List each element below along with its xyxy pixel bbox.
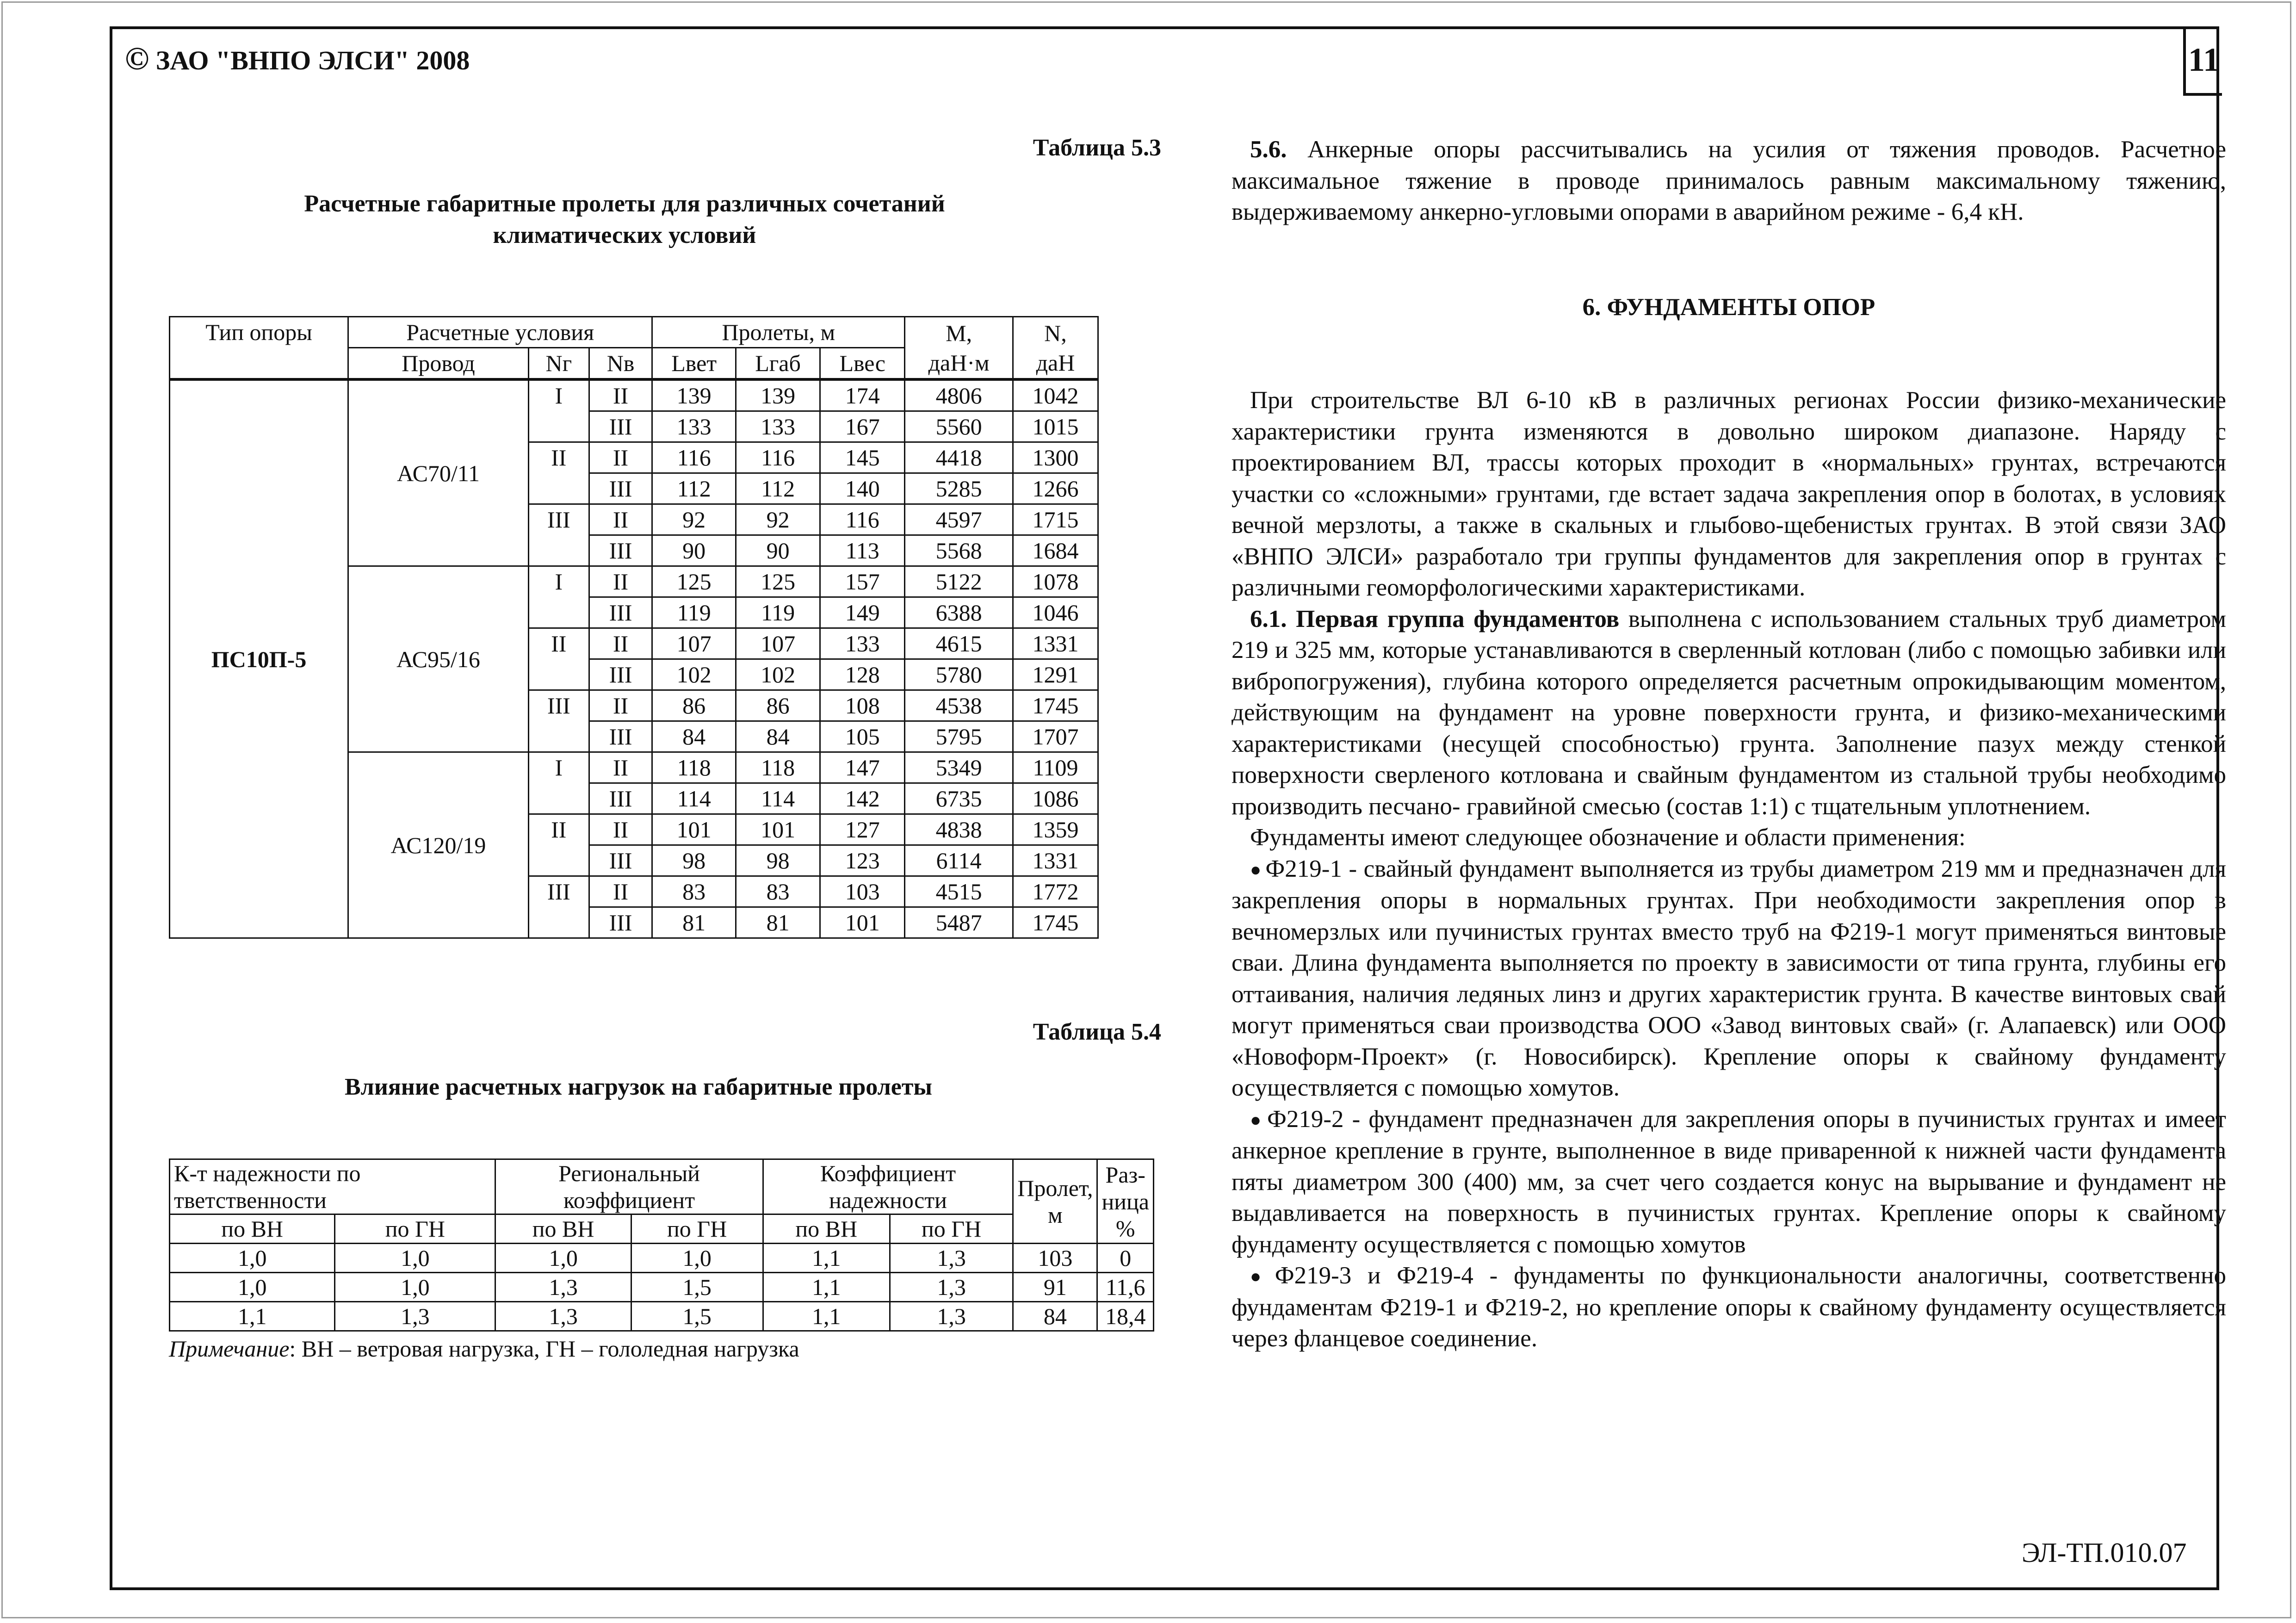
table-cell: II [589, 628, 652, 659]
table-cell: 103 [1013, 1244, 1097, 1273]
table-cell: 167 [820, 411, 905, 442]
table-cell: 125 [736, 566, 820, 597]
table-cell: 90 [652, 535, 736, 566]
table-cell: 1,1 [763, 1244, 890, 1273]
table-cell: 1331 [1013, 845, 1098, 876]
table-cell: 140 [820, 473, 905, 504]
ng-cell: II [528, 628, 589, 690]
table-cell: 1,0 [335, 1273, 495, 1302]
table-cell: 1,3 [335, 1302, 495, 1331]
header-nv: Nв [589, 348, 652, 380]
table-cell: 1359 [1013, 814, 1098, 845]
table-cell: 101 [736, 814, 820, 845]
table-cell: 105 [820, 721, 905, 752]
table-5-4-label: Таблица 5.4 [1033, 1019, 1161, 1045]
ng-cell: I [528, 379, 589, 442]
table-cell: 118 [652, 752, 736, 783]
table-cell: 86 [652, 690, 736, 721]
table-cell: III [589, 597, 652, 628]
table-5-4-title: Влияние расчетных нагрузок на габаритные пролеты [344, 1074, 932, 1100]
table-cell: 145 [820, 442, 905, 473]
table-cell: 4806 [905, 379, 1013, 411]
table-cell: II [589, 690, 652, 721]
header-gn-3: по ГН [890, 1214, 1013, 1244]
table-cell: II [589, 379, 652, 411]
table-cell: 101 [652, 814, 736, 845]
table-cell: 116 [820, 504, 905, 535]
table-cell: 5568 [905, 535, 1013, 566]
table-cell: 4615 [905, 628, 1013, 659]
table-cell: 157 [820, 566, 905, 597]
header-gn-2: по ГН [631, 1214, 763, 1244]
support-type-cell: ПС10П-5 [170, 379, 348, 938]
table-cell: 1,5 [631, 1302, 763, 1331]
table-cell: 114 [736, 783, 820, 814]
bullet-f219-2: ● Ф219-2 - фундамент предназначен для закрепления опоры в пучинистых грунтах и имеет анкерное крепление в грунте, выполненное в виде приваренной к нижней части фундамента пяты диаметром 300 (400) мм, за счет чего создается конус на вырывание и фундамент не выдавливается на поверхность в пучинистых грунтах. Крепление опоры к свайному фундаменту осуществляется с помощью хомутов [1232, 1105, 2226, 1258]
table-cell: 81 [652, 907, 736, 938]
header-regional: Региональный коэффициент [495, 1159, 763, 1214]
table-cell: 81 [736, 907, 820, 938]
table-cell: 98 [736, 845, 820, 876]
table-cell: 103 [820, 876, 905, 907]
table-cell: 6114 [905, 845, 1013, 876]
table-cell: 1109 [1013, 752, 1098, 783]
table-cell: 125 [652, 566, 736, 597]
paragraph-6-1: 6.1. Первая группа фундаментов выполнена с использованием стальных труб диаметром 219 и 325 мм, которые устанавливаются в сверленный котлован (либо с помощью забивки или вибропогружения), глубина которого определяется расчетным опрокидывающим моментом, действующим на фундамент на уровне поверхности грунта, и физико-механическими характеристиками (несущей способностью) грунта. Заполнение пазух между стенкой поверхности сверленого котлована и свайным фундаментом из стальной трубы необходимо производить песчано- гравийной смесью (состав 1:1) с тщательным уплотнением. [1232, 605, 2226, 820]
wire-cell: АС70/11 [348, 379, 529, 566]
table-cell: 1300 [1013, 442, 1098, 473]
table-cell: 1,0 [495, 1244, 631, 1273]
table-cell: 1,3 [890, 1302, 1013, 1331]
table-cell: 1,1 [763, 1302, 890, 1331]
table-cell: 92 [736, 504, 820, 535]
table-cell: 1,0 [335, 1244, 495, 1273]
table-cell: 1,3 [890, 1244, 1013, 1273]
table-cell: 127 [820, 814, 905, 845]
bullet-f219-3-4: ● Ф219-3 и Ф219-4 - фундаменты по функциональности аналогичны, соответственно фундаментам Ф219-1 и Ф219-2, но крепление опоры к свайному фундаменту осуществляется через фланцевое соединение. [1232, 1262, 2226, 1352]
table-cell: 1042 [1013, 379, 1098, 411]
page-header [125, 41, 470, 78]
table-cell: 92 [652, 504, 736, 535]
table-cell: 114 [652, 783, 736, 814]
table-cell: 5122 [905, 566, 1013, 597]
table-cell: 1,1 [763, 1273, 890, 1302]
header-vn-3: по ВН [763, 1214, 890, 1244]
ng-cell: II [528, 814, 589, 876]
table-cell: 11,6 [1097, 1273, 1154, 1302]
header-coef: Коэффициент надежности [763, 1159, 1013, 1214]
table-cell: 128 [820, 659, 905, 690]
table-cell: 4597 [905, 504, 1013, 535]
table-cell: 101 [820, 907, 905, 938]
header-spans: Пролеты, м [652, 317, 905, 348]
header-span: Пролет, м [1013, 1159, 1097, 1244]
bullet-icon: ● [1250, 1266, 1271, 1287]
ng-cell: III [528, 876, 589, 938]
table-cell: 1745 [1013, 907, 1098, 938]
table-cell: 107 [736, 628, 820, 659]
table-cell: 147 [820, 752, 905, 783]
table-cell: 1745 [1013, 690, 1098, 721]
table-cell: 1772 [1013, 876, 1098, 907]
table-cell: 86 [736, 690, 820, 721]
table-cell: 1707 [1013, 721, 1098, 752]
table-cell: 84 [652, 721, 736, 752]
table-cell: 83 [736, 876, 820, 907]
table-cell: 83 [652, 876, 736, 907]
header-conditions: Расчетные условия [348, 317, 652, 348]
header-moment: М, даН·м [905, 317, 1013, 380]
bullet-icon: ● [1250, 1109, 1263, 1130]
table-cell: 1,0 [170, 1273, 335, 1302]
table-cell: 1715 [1013, 504, 1098, 535]
table-cell: 123 [820, 845, 905, 876]
table-cell: 102 [736, 659, 820, 690]
table-cell: 84 [736, 721, 820, 752]
table-cell: II [589, 504, 652, 535]
table-cell: 119 [652, 597, 736, 628]
table-cell: II [589, 752, 652, 783]
table-cell: 119 [736, 597, 820, 628]
table-cell: 1078 [1013, 566, 1098, 597]
table-cell: III [589, 845, 652, 876]
table-cell: 1,3 [495, 1302, 631, 1331]
table-row [170, 1273, 1154, 1302]
table-cell: 142 [820, 783, 905, 814]
wire-cell: АС95/16 [348, 566, 529, 752]
table-cell: III [589, 411, 652, 442]
table-cell: 118 [736, 752, 820, 783]
table-cell: 112 [652, 473, 736, 504]
table-row [170, 1302, 1154, 1331]
table-cell: 4418 [905, 442, 1013, 473]
header-support-type: Тип опоры [170, 317, 348, 380]
table-cell: 84 [1013, 1302, 1097, 1331]
table-cell: III [589, 783, 652, 814]
table-cell: 5795 [905, 721, 1013, 752]
header-wire: Провод [348, 348, 529, 380]
wire-cell: АС120/19 [348, 752, 529, 938]
header-lgab: Lгаб [736, 348, 820, 380]
table-cell: 139 [736, 379, 820, 411]
table-cell: 1,0 [631, 1244, 763, 1273]
table-cell: III [589, 473, 652, 504]
ng-cell: I [528, 566, 589, 628]
table-cell: 18,4 [1097, 1302, 1154, 1331]
table-cell: II [589, 442, 652, 473]
table-cell: 1,1 [170, 1302, 335, 1331]
paragraph-designations: Фундаменты имеют следующее обозначение и области применения: [1250, 824, 1966, 851]
table-5-3 [169, 316, 1099, 939]
header-ng: Nг [528, 348, 589, 380]
table-5-3-label: Таблица 5.3 [1033, 135, 1161, 161]
table-cell: 90 [736, 535, 820, 566]
table-5-3-title: Расчетные габаритные пролеты для различных сочетаний климатических условий [304, 191, 945, 248]
table-5-4 [169, 1158, 1154, 1332]
table-cell: 133 [820, 628, 905, 659]
table-cell: 5780 [905, 659, 1013, 690]
table-cell: 1086 [1013, 783, 1098, 814]
ng-cell: I [528, 752, 589, 814]
header-reliability: К-т надежности по тветственности [170, 1159, 495, 1214]
ng-cell: III [528, 690, 589, 752]
table-cell: 5349 [905, 752, 1013, 783]
table-cell: 149 [820, 597, 905, 628]
table-cell: 6735 [905, 783, 1013, 814]
bullet-f219-1: ● Ф219-1 - свайный фундамент выполняется из трубы диаметром 219 мм и предназначен для закрепления опоры в нормальных грунтах. При необходимости закрепления опор в вечномерзлых или пучинистых грунтах вместо труб на Ф219-1 могут применяться винтовые сваи. Длина фундамента выполняется по проекту в зависимости от типа грунта, глубины его оттаивания, наличия ледяных линз и других характеристик грунта. В качестве винтовых свай могут применяться сваи производства ООО «Завод винтовых свай» (г. Алапаевск) или ООО «Новоформ-Проект» (г. Новосибирск). Крепление опоры к свайному фундаменту осуществляется с помощью хомутов. [1232, 855, 2226, 1101]
table-cell: III [589, 659, 652, 690]
table-row [170, 1244, 1154, 1273]
table-cell: 91 [1013, 1273, 1097, 1302]
header-gn-1: по ГН [335, 1214, 495, 1244]
table-cell: 6388 [905, 597, 1013, 628]
table-cell: 1,0 [170, 1244, 335, 1273]
company-label: ЗАО "ВНПО ЭЛСИ" 2008 [155, 45, 470, 75]
table-cell: II [589, 814, 652, 845]
table-cell: 1266 [1013, 473, 1098, 504]
table-cell: 102 [652, 659, 736, 690]
table-cell: 1684 [1013, 535, 1098, 566]
table-cell: III [589, 721, 652, 752]
table-cell: 139 [652, 379, 736, 411]
table-cell: 0 [1097, 1244, 1154, 1273]
right-column [1232, 134, 2226, 1355]
table-cell: III [589, 907, 652, 938]
header-lves: Lвес [820, 348, 905, 380]
page-number: 11 [2183, 26, 2222, 96]
table-cell: 98 [652, 845, 736, 876]
table-cell: 133 [652, 411, 736, 442]
left-column [162, 134, 1161, 1362]
paragraph-5-6: 5.6. Анкерные опоры рассчитывались на усилия от тяжения проводов. Расчетное максимальное тяжение в проводе принималось равным максимальному тяжению, выдерживаемому анкерно-угловыми опорами в аварийном режиме - 6,4 кН. [1232, 136, 2226, 225]
table-cell: 1,3 [495, 1273, 631, 1302]
table-cell: 1,5 [631, 1273, 763, 1302]
bullet-icon: ● [1250, 859, 1262, 880]
table-cell: 1,3 [890, 1273, 1013, 1302]
header-vn-2: по ВН [495, 1214, 631, 1244]
table-cell: III [589, 535, 652, 566]
table-cell: 116 [652, 442, 736, 473]
table-cell: 4515 [905, 876, 1013, 907]
ng-cell: III [528, 504, 589, 566]
header-diff: Раз- ница % [1097, 1159, 1154, 1244]
table-cell: 5560 [905, 411, 1013, 442]
document-code: ЭЛ-ТП.010.07 [2022, 1537, 2187, 1568]
table-cell: 4838 [905, 814, 1013, 845]
table-row [170, 379, 1098, 411]
header-lvet: Lвет [652, 348, 736, 380]
section-6-title: 6. ФУНДАМЕНТЫ ОПОР [1582, 293, 1875, 321]
table-cell: 112 [736, 473, 820, 504]
table-cell: 174 [820, 379, 905, 411]
header-vn-1: по ВН [170, 1214, 335, 1244]
table-cell: 5487 [905, 907, 1013, 938]
table-cell: 116 [736, 442, 820, 473]
table-cell: 1015 [1013, 411, 1098, 442]
table-cell: 1331 [1013, 628, 1098, 659]
table-cell: 108 [820, 690, 905, 721]
table-cell: II [589, 566, 652, 597]
copyright-icon: © [125, 41, 149, 77]
paragraph-intro: При строительстве ВЛ 6-10 кВ в различных регионах России физико-механические характеристики грунта изменяются в довольно широком диапазоне. Наряду с проектированием ВЛ, трассы которых проходит в «нормальных» грунтах, встречаются участки со «сложными» грунтами, где встает задача закрепления опор в болотах, в условиях вечной мерзлоты, а также в скальных и глыбово-щебенистых грунтах. В этой связи ЗАО «ВНПО ЭЛСИ» разработало три группы фундаментов для закрепления опор в грунтах с различными геоморфологическими характеристиками. [1232, 387, 2226, 601]
table-cell: 133 [736, 411, 820, 442]
table-cell: II [589, 876, 652, 907]
table-5-4-note: Примечание: ВН – ветровая нагрузка, ГН – гололедная нагрузка [169, 1336, 799, 1362]
ng-cell: II [528, 442, 589, 504]
table-cell: 4538 [905, 690, 1013, 721]
header-force: N, даН [1013, 317, 1098, 380]
table-cell: 107 [652, 628, 736, 659]
table-cell: 1046 [1013, 597, 1098, 628]
table-cell: 5285 [905, 473, 1013, 504]
table-cell: 113 [820, 535, 905, 566]
table-cell: 1291 [1013, 659, 1098, 690]
